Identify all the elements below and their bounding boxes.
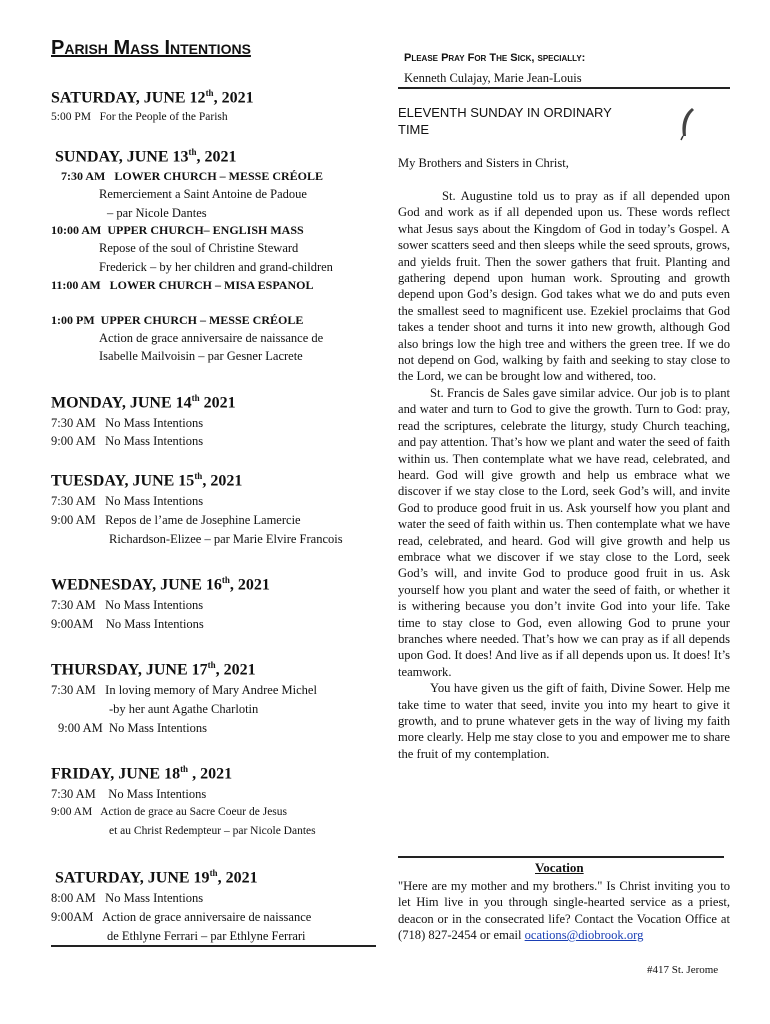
intention-line: Repose of the soul of Christine Steward [99, 241, 299, 255]
intention-line: -by her aunt Agathe Charlotin [109, 702, 259, 716]
intention-line: 7:30 AM No Mass Intentions [51, 416, 204, 430]
intention-line: Action de grace anniversaire de naissance de [99, 331, 324, 345]
intention-line: 9:00 AM No Mass Intentions [51, 434, 204, 448]
intention-line: et au Christ Redempteur – par Nicole Dantes [109, 825, 316, 837]
reflection-paragraph: St. Augustine told us to pray as if all depended upon God and work as if all depended upon us. These words reflect what Jesus says about the Kingdom of God in today’s Gospel. A sower scatters seed and then sleeps while the seed sprouts, grows, and yields fruit. Then the sower gathers that fruit. Planting and gathering depend upon human work. Sprouting and growth depend upon God’s design. God takes what we do and puts even the smallest seed to magnificent use. Ezekiel proclaims that God takes a tender shoot and turns it into new growth, although God also brings low the high tree and withers the green tree. If we do not depend on God, walking by faith and seeking to stay close to the Lord, we can be brought low and withered, too. [398, 189, 730, 384]
intention-line: 7:30 AM No Mass Intentions [51, 787, 207, 801]
sick-rule [398, 87, 730, 89]
intention-line: Remerciement a Saint Antoine de Padoue [99, 187, 307, 201]
intention-line: 5:00 PM For the People of the Parish [51, 111, 228, 123]
mass-time-line: 11:00 AM LOWER CHURCH – MISA ESPANOL [51, 278, 314, 292]
day-heading-thursday-june-17: THURSDAY, JUNE 17th, 2021 [51, 660, 256, 679]
sick-heading: Please Pray For The Sick, specially: [404, 52, 586, 64]
mass-time-line: 10:00 AM UPPER CHURCH– ENGLISH MASS [51, 223, 304, 237]
reflection-body [398, 188, 730, 762]
intention-line: 7:30 AM No Mass Intentions [51, 494, 204, 508]
reflection-paragraph: St. Francis de Sales gave similar advice. Our job is to plant and water and turn to God to give the growth. Turn to God: pray, read the scriptures, celebrate the liturgy, study Church teaching, and pay attention. That’s how we plant and water the seed of faith within us. Then contemplate what we have read, celebrated, and heard. God will give growth and help us embrace what we discover if we stay close to the Lord, seek God’s will, and invite God to produce good fruit in us. Ask yourself how you plant and water the seed of faith within us. Then contemplate what we have read, celebrated, and heard. God will give growth and help us embrace what we discover if we stay close to the Lord, seek God’s will, and invite God to produce good fruit in us. Ask yourself how you plant and water the seed of faith, or whether it is withering because you don’t invite God into your life. Take time to stay close to God, even allowing God to prune your branches where needed. That’s how we can pray as if all depends upon God. It does! And live as if all depends upon us. It does! It’s teamwork. [398, 385, 730, 679]
quill-icon [672, 106, 702, 142]
day-heading-saturday-june-19: SATURDAY, JUNE 19th, 2021 [55, 868, 258, 887]
page-title: Parish Mass Intentions [51, 37, 251, 59]
reflection-title-line-2: TIME [398, 122, 430, 137]
vocation-body [398, 878, 730, 944]
sick-names: Kenneth Culajay, Marie Jean-Louis [404, 71, 582, 85]
left-column-bottom-rule [51, 945, 376, 947]
intention-line: Frederick – by her children and grand-children [99, 260, 333, 274]
vocation-rule [398, 856, 724, 858]
intention-line: 9:00AM No Mass Intentions [51, 617, 204, 631]
intention-line: Isabelle Mailvoisin – par Gesner Lacrete [99, 349, 303, 363]
intention-line: Richardson-Elizee – par Marie Elvire Francois [109, 532, 343, 546]
day-heading-tuesday-june-15: TUESDAY, JUNE 15th, 2021 [51, 471, 243, 490]
intention-line: de Ethlyne Ferrari – par Ethlyne Ferrari [107, 929, 306, 943]
intention-line: 9:00 AM Action de grace au Sacre Coeur de Jesus [51, 806, 288, 818]
day-heading-saturday-june-12: SATURDAY, JUNE 12th, 2021 [51, 88, 254, 107]
intention-line: 9:00 AM No Mass Intentions [58, 721, 207, 735]
intention-line: 9:00 AM Repos de l’ame de Josephine Lamercie [51, 513, 301, 527]
intention-line: – par Nicole Dantes [107, 206, 207, 220]
reflection-title: ELEVENTH SUNDAY IN ORDINARY [398, 105, 612, 120]
day-heading-friday-june-18: FRIDAY, JUNE 18th , 2021 [51, 764, 233, 783]
intention-line: 8:00 AM No Mass Intentions [51, 891, 204, 905]
intention-line: 9:00AM Action de grace anniversaire de naissance [51, 910, 312, 924]
intention-line: 7:30 AM No Mass Intentions [51, 598, 204, 612]
vocation-text: "Here are my mother and my brothers." Is Christ inviting you to let Him live in you through single-hearted service as a priest, deacon or in the consecrated life? Contact the Vocation Office at (718) 827-2454 or email [398, 879, 730, 943]
reflection-salutation: My Brothers and Sisters in Christ, [398, 156, 569, 170]
reflection-paragraph: You have given us the gift of faith, Divine Sower. Help me take time to water that seed, invite you into my heart to give it growth, and to prune whatever gets in the way of living my faith more clearly. Help me stay close to you and empower me to share the fruit of my contemplation. [398, 681, 730, 761]
day-heading-sunday-june-13: SUNDAY, JUNE 13th, 2021 [55, 147, 237, 166]
mass-time-line: 7:30 AM LOWER CHURCH – MESSE CRÉOLE [61, 169, 324, 183]
vocation-email-link[interactable]: ocations@diobrook.org [524, 928, 644, 943]
mass-time-line: 1:00 PM UPPER CHURCH – MESSE CRÉOLE [51, 313, 304, 327]
day-heading-wednesday-june-16: WEDNESDAY, JUNE 16th, 2021 [51, 575, 270, 594]
intention-line: 7:30 AM In loving memory of Mary Andree Michel [51, 683, 317, 697]
day-heading-monday-june-14: MONDAY, JUNE 14th 2021 [51, 393, 236, 412]
footer-page-number: #417 St. Jerome [647, 964, 719, 976]
vocation-heading: Vocation [535, 860, 584, 875]
